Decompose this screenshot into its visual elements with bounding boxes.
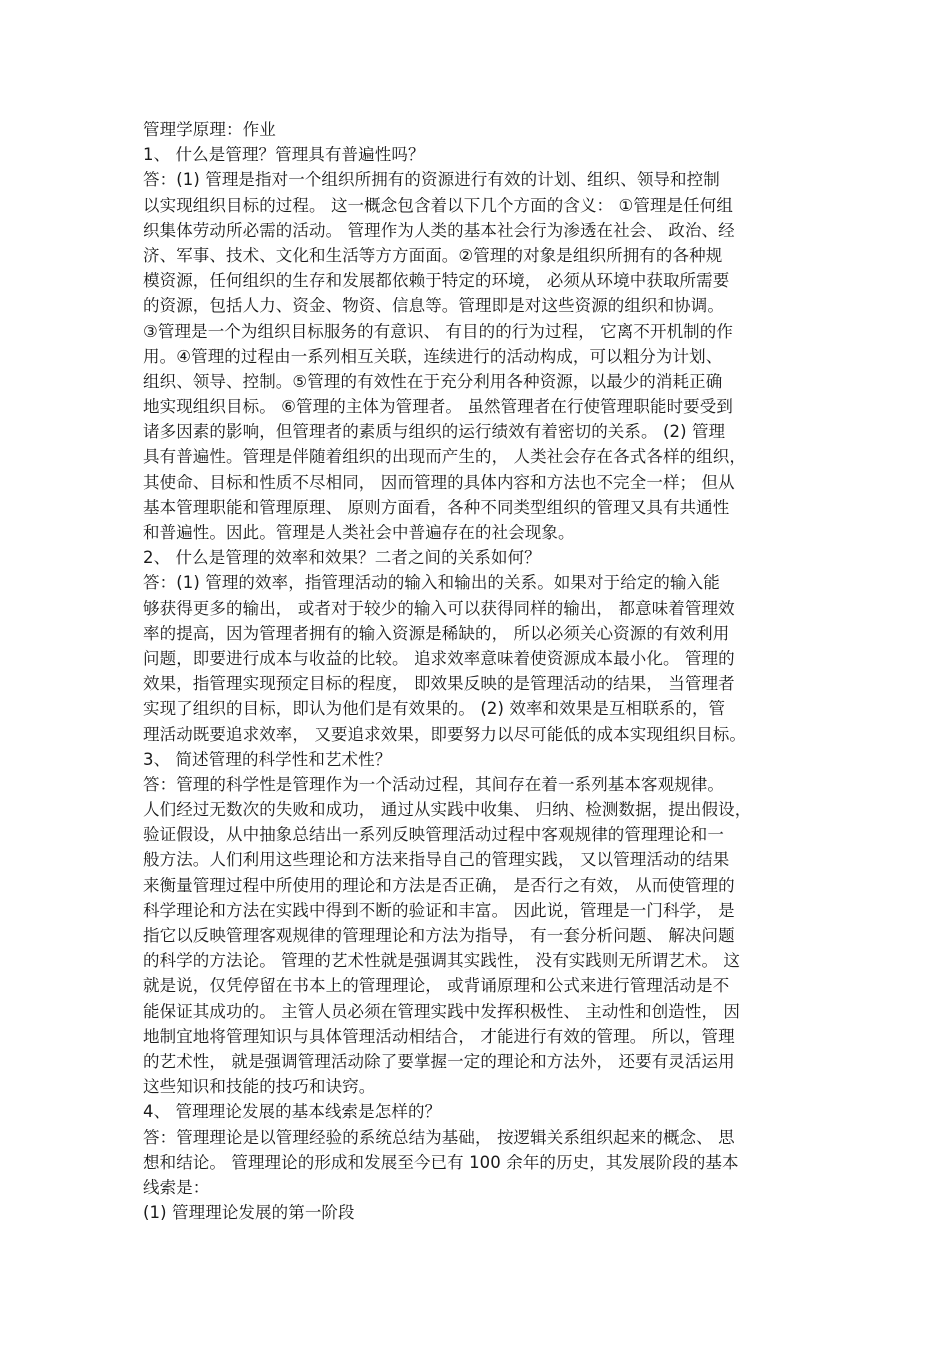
answer-line: 这些知识和技能的技巧和诀窍。 xyxy=(143,1077,376,1097)
question-1: 1、 什么是管理？管理具有普遍性吗？ xyxy=(143,145,425,165)
answer-line: 问题，即要进行成本与收益的比较。 追求效率意味着使资源成本最小化。 管理的 xyxy=(143,648,735,668)
answer-line: 理活动既要追求效率， 又要追求效果，即要努力以尽可能低的成本实现组织目标。 xyxy=(143,724,746,744)
answer-line: 地制宜地将管理知识与具体管理活动相结合， 才能进行有效的管理。 所以，管理 xyxy=(143,1026,735,1046)
answer-line: 能保证其成功的。 主管人员必须在管理实践中发挥积极性、 主动性和创造性， 因 xyxy=(143,1001,741,1021)
answer-line: 来衡量管理过程中所使用的理论和方法是否正确， 是否行之有效， 从而使管理的 xyxy=(143,875,735,895)
question-2: 2、 什么是管理的效率和效果？二者之间的关系如何？ xyxy=(143,548,541,568)
answer-line: 指它以反映管理客观规律的管理理论和方法为指导， 有一套分析问题、 解决问题 xyxy=(143,926,735,945)
answer-line: 模资源，任何组织的生存和发展都依赖于特定的环境， 必须从环境中获取所需要 xyxy=(143,271,730,291)
answer-line: 和普遍性。因此。管理是人类社会中普遍存在的社会现象。 xyxy=(143,523,575,542)
document-page xyxy=(143,117,815,1225)
document-title: 管理学原理：作业 xyxy=(143,120,276,139)
answer-line: 用。④管理的过程由一系列相互关联，连续进行的活动构成，可以粗分为计划、 xyxy=(143,346,723,366)
answer-line: 具有普遍性。管理是伴随着组织的出现而产生的， 人类社会存在各式各样的组织， xyxy=(143,447,746,467)
answer-line: 的科学的方法论。 管理的艺术性就是强调其实践性， 没有实践则无所谓艺术。 这 xyxy=(143,951,741,971)
answer-line: 率的提高，因为管理者拥有的输入资源是稀缺的， 所以必须关心资源的有效利用 xyxy=(143,623,730,643)
answer-line: ③管理是一个为组织目标服务的有意识、 有目的的行为过程， 它离不开机制的作 xyxy=(143,321,733,341)
answer-line: 答：管理理论是以管理经验的系统总结为基础， 按逻辑关系组织起来的概念、 思 xyxy=(143,1127,735,1147)
answer-line: 诸多因素的影响，但管理者的素质与组织的运行绩效有着密切的关系。 (2) 管理 xyxy=(143,422,726,442)
answer-line: 以实现组织目标的过程。 这一概念包含着以下几个方面的含义： ①管理是任何组 xyxy=(143,195,733,215)
answer-line: 科学理论和方法在实践中得到不断的验证和丰富。 因此说，管理是一门科学， 是 xyxy=(143,900,735,920)
answer-line: 其使命、目标和性质不尽相同， 因而管理的具体内容和方法也不完全一样； 但从 xyxy=(143,472,735,492)
answer-line: 织集体劳动所必需的活动。 管理作为人类的基本社会行为渗透在社会、 政治、经 xyxy=(143,220,735,240)
answer-line: 效果，指管理实现预定目标的程度， 即效果反映的是管理活动的结果， 当管理者 xyxy=(143,674,735,694)
section-heading: (1) 管理理论发展的第一阶段 xyxy=(143,1203,355,1223)
answer-line: 答：管理的科学性是管理作为一个活动过程，其间存在着一系列基本客观规律。 xyxy=(143,774,724,794)
answer-line: 实现了组织的目标，即认为他们是有效果的。 (2) 效率和效果是互相联系的，管 xyxy=(143,699,726,719)
question-3: 3、 简述管理的科学性和艺术性？ xyxy=(143,749,392,769)
answer-line: 验证假设，从中抽象总结出一系列反映管理活动过程中客观规律的管理理论和一 xyxy=(143,825,724,845)
answer-line: 组织、领导、控制。⑤管理的有效性在于充分利用各种资源，以最少的消耗正确 xyxy=(143,371,723,391)
answer-line: 够获得更多的输出， 或者对于较少的输入可以获得同样的输出， 都意味着管理效 xyxy=(143,598,735,618)
answer-line: 基本管理职能和管理原理、 原则方面看，各种不同类型组织的管理又具有共通性 xyxy=(143,497,730,517)
answer-line: 地实现组织目标。 ⑥管理的主体为管理者。 虽然管理者在行使管理职能时要受到 xyxy=(143,397,733,417)
answer-line: 答：(1) 管理是指对一个组织所拥有的资源进行有效的计划、组织、领导和控制 xyxy=(143,170,720,190)
answer-line: 就是说，仅凭停留在书本上的管理理论， 或背诵原理和公式来进行管理活动是不 xyxy=(143,976,730,996)
answer-line: 的资源，包括人力、资金、物资、信息等。管理即是对这些资源的组织和协调。 xyxy=(143,296,724,316)
answer-line: 济、军事、技术、文化和生活等方方面面。②管理的对象是组织所拥有的各种规 xyxy=(143,245,723,265)
answer-line: 答：(1) 管理的效率，指管理活动的输入和输出的关系。如果对于给定的输入能 xyxy=(143,573,720,593)
answer-line: 线索是： xyxy=(143,1177,210,1197)
answer-line: 般方法。人们利用这些理论和方法来指导自己的管理实践， 又以管理活动的结果 xyxy=(143,850,730,870)
question-4: 4、 管理理论发展的基本线索是怎样的？ xyxy=(143,1102,442,1122)
answer-line: 人们经过无数次的失败和成功， 通过从实践中收集、 归纳、检测数据，提出假设， xyxy=(143,800,752,820)
answer-line: 想和结论。 管理理论的形成和发展至今已有 100 余年的历史，其发展阶段的基本 xyxy=(143,1152,739,1172)
answer-line: 的艺术性， 就是强调管理活动除了要掌握一定的理论和方法外， 还要有灵活运用 xyxy=(143,1051,735,1071)
